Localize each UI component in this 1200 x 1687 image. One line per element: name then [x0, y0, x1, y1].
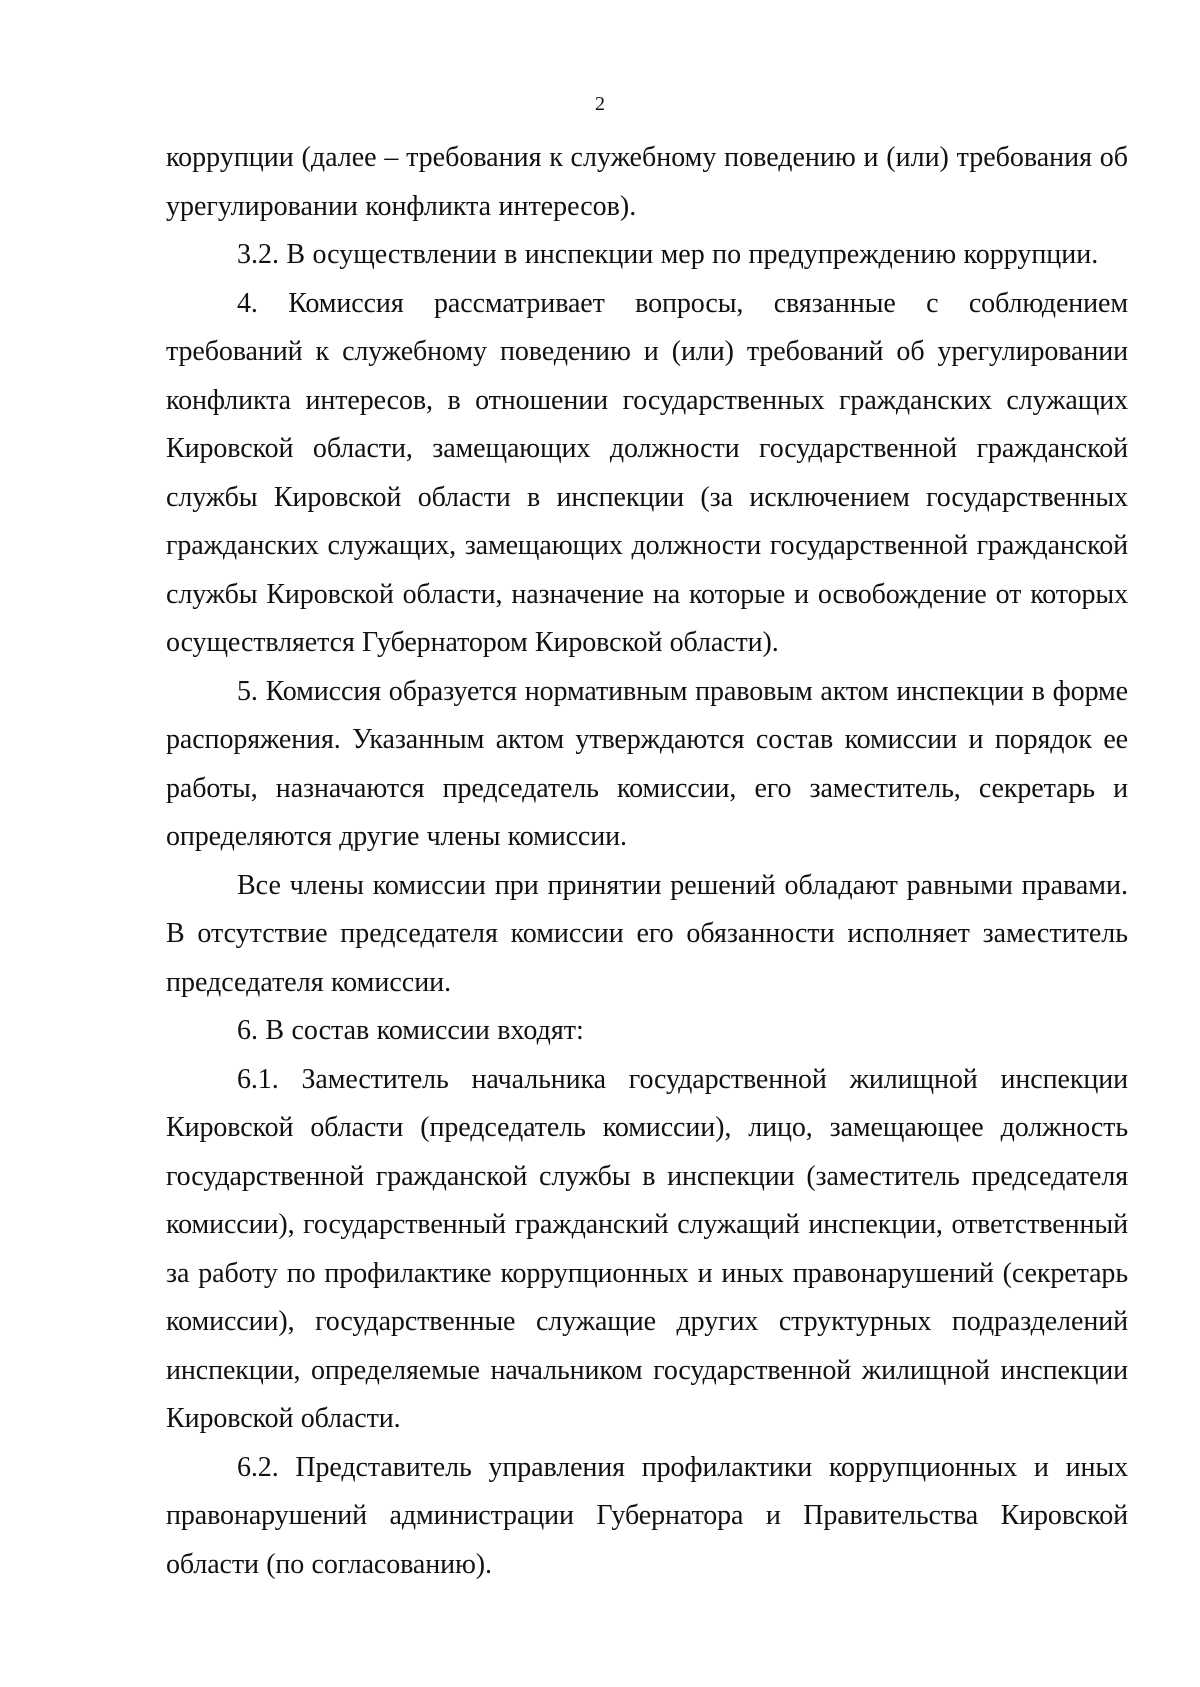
document-body	[166, 134, 1128, 1589]
paragraph-continuation: коррупции (далее – требования к служебному поведению и (или) требования об урегулировании конфликта интересов).	[166, 142, 1128, 222]
paragraph-commission-members-rights: Все члены комиссии при принятии решений обладают равными правами. В отсутствие председателя комиссии его обязанности исполняет заместитель председателя комиссии.	[166, 869, 1128, 998]
paragraph-5: 5. Комиссия образуется нормативным правовым актом инспекции в форме распоряжения. Указанным актом утверждаются состав комиссии и порядок ее работы, назначаются председатель комиссии, его заместитель, секретарь и определяются другие члены комиссии.	[166, 675, 1128, 852]
paragraph-6: 6. В состав комиссии входят:	[237, 1015, 584, 1046]
paragraph-3-2: 3.2. В осуществлении в инспекции мер по предупреждению коррупции.	[237, 239, 1099, 270]
paragraph-6-1: 6.1. Заместитель начальника государственной жилищной инспекции Кировской области (председатель комиссии), лицо, замещающее должность государственной гражданской службы в инспекции (заместитель председателя комиссии), государственный гражданский служащий инспекции, ответственный за работу по профилактике коррупционных и иных правонарушений (секретарь комиссии), государственные служащие других структурных подразделений инспекции, определяемые начальником государственной жилищной инспекции Кировской области.	[166, 1063, 1128, 1434]
paragraph-4: 4. Комиссия рассматривает вопросы, связанные с соблюдением требований к служебному поведению и (или) требований об урегулировании конфликта интересов, в отношении государственных гражданских служащих Кировской области, замещающих должности государственной гражданской службы Кировской области в инспекции (за исключением государственных гражданских служащих, замещающих должности государственной гражданской службы Кировской области, назначение на которые и освобождение от которых осуществляется Губернатором Кировской области).	[166, 287, 1128, 658]
paragraph-6-2: 6.2. Представитель управления профилактики коррупционных и иных правонарушений администрации Губернатора и Правительства Кировской области (по согласованию).	[166, 1451, 1128, 1580]
page-number: 2	[595, 93, 605, 115]
